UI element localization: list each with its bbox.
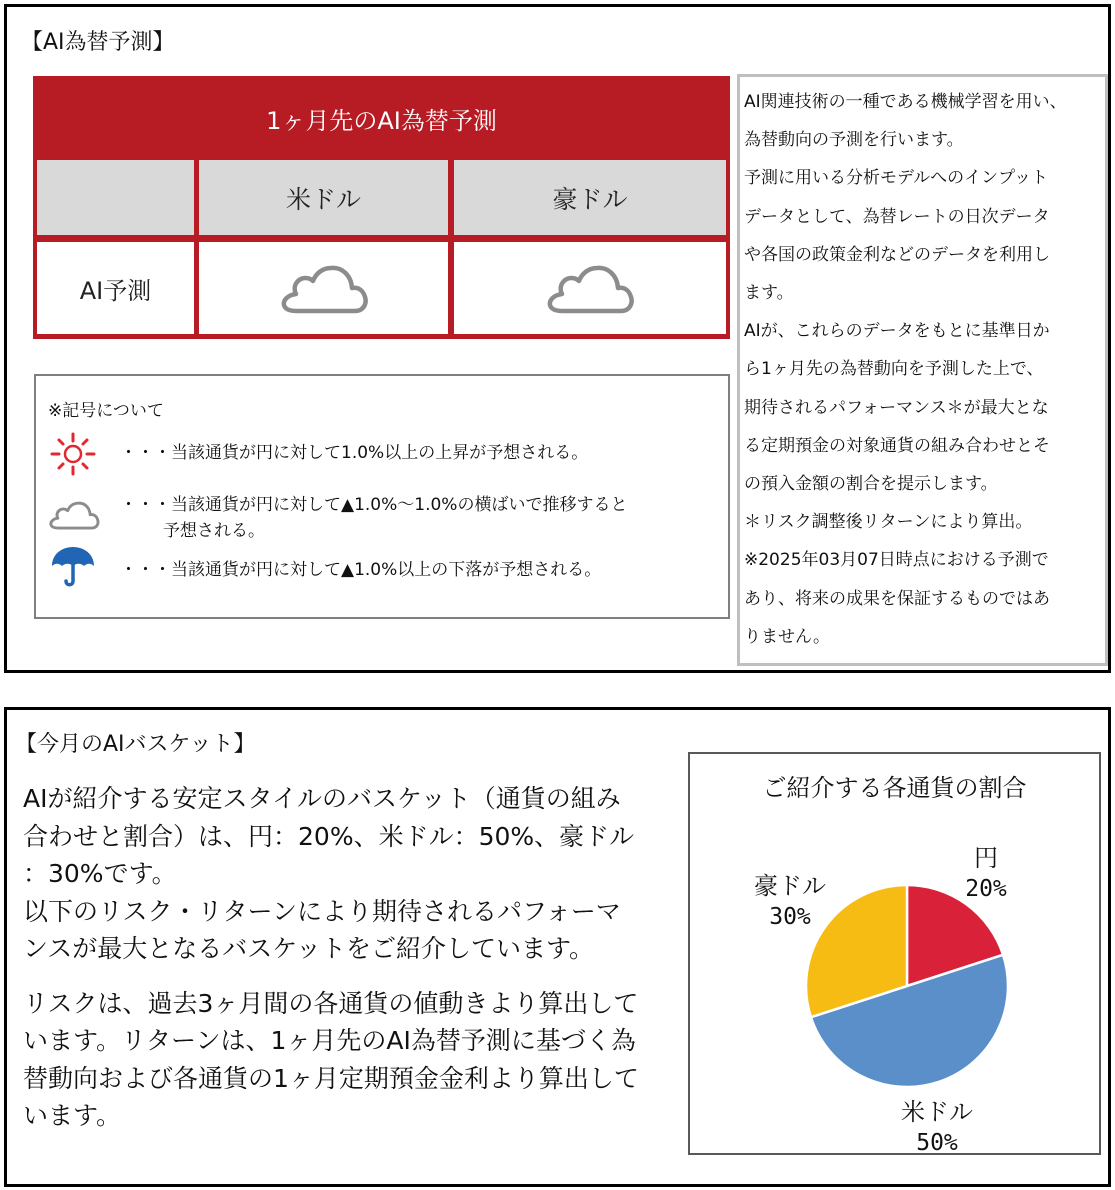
forecast-description-box	[737, 74, 1108, 666]
chart-title: ご紹介する各通貨の割合	[762, 774, 1027, 802]
description-line: AIが、これらのデータをもとに基準日か	[744, 321, 1050, 342]
description-line: ※2025年03月07日時点における予測で	[744, 550, 1049, 571]
basket-text-line: AIが紹介する安定スタイルのバスケット（通貨の組み	[23, 784, 621, 813]
legend-title: ※記号について	[48, 401, 164, 421]
sun-icon	[48, 432, 98, 481]
basket-text-line: リスクは、過去3ヶ月間の各通貨の値動きより算出して	[23, 988, 639, 1018]
prediction-cell-aud	[454, 242, 726, 334]
forecast-description-text	[744, 83, 1104, 656]
forecast-table	[33, 76, 730, 339]
basket-paragraph-1	[23, 780, 688, 968]
basket-text-line: 以下のリスク・リターンにより期待されるパフォーマ	[23, 896, 621, 926]
description-line: の預入金額の割合を提示します。	[744, 474, 998, 495]
pie-chart-box	[688, 752, 1101, 1155]
description-line: ＊リスク調整後リターンにより算出。	[744, 512, 1033, 533]
legend-text-flat-line2: 予想される。	[163, 521, 265, 541]
basket-text-line: います。	[23, 1101, 122, 1130]
basket-text-line: 替動向および各通貨の1ヶ月定期預金金利より算出して	[23, 1063, 639, 1093]
basket-paragraph-2	[23, 985, 688, 1135]
basket-description	[23, 780, 688, 1135]
currency-header-usd: 米ドル	[199, 160, 448, 235]
cloud-icon	[279, 255, 369, 321]
description-line: 予測に用いる分析モデルへのインプット	[744, 168, 1048, 189]
description-line: データとして、為替レートの日次データ	[744, 206, 1050, 227]
description-line: あり、将来の成果を保証するものではあ	[744, 588, 1050, 609]
description-line: AI関連技術の一種である機械学習を用い、	[744, 92, 1067, 112]
slice-value-label: 20%	[965, 876, 1007, 902]
basket-section-title: 【今月のAIバスケット】	[15, 732, 256, 757]
description-line: 期待されるパフォーマンス＊が最大とな	[744, 397, 1049, 418]
description-line: ら1ヶ月先の為替動向を予測した上で、	[744, 359, 1044, 380]
legend-text-down: ・・・当該通貨が円に対して▲1.0%以上の下落が予想される。	[120, 560, 602, 580]
currency-header-aud: 豪ドル	[454, 160, 726, 235]
symbol-legend	[34, 374, 730, 619]
description-line: や各国の政策金利などのデータを利用し	[744, 244, 1050, 265]
basket-text-line: ンスが最大となるバスケットをご紹介しています。	[23, 934, 595, 963]
legend-text-flat-line1: ・・・当該通貨が円に対して▲1.0%～1.0%の横ばいで推移すると	[120, 495, 628, 515]
umbrella-icon	[48, 544, 98, 595]
basket-text-line: 合わせと割合）は、円：20%、米ドル：50%、豪ドル	[23, 821, 635, 851]
cloud-icon	[48, 494, 100, 537]
forecast-section-title: 【AI為替予測】	[21, 30, 175, 55]
basket-text-line: います。リターンは、1ヶ月先のAI為替予測に基づく為	[23, 1026, 636, 1055]
cloud-icon	[545, 255, 635, 321]
forecast-table-header: 1ヶ月先のAI為替予測	[266, 106, 497, 135]
prediction-cell-usd	[199, 242, 448, 334]
table-corner-cell	[37, 160, 194, 235]
ai-basket-panel	[4, 707, 1111, 1187]
description-line: る定期預金の対象通貨の組み合わせとそ	[744, 435, 1050, 456]
legend-text-flat	[120, 492, 720, 544]
slice-label: 米ドル	[901, 1098, 973, 1126]
slice-label: 豪ドル	[754, 872, 826, 900]
basket-text-line: ：30%です。	[23, 859, 177, 888]
pie-chart	[690, 754, 1099, 1153]
slice-label: 円	[974, 844, 998, 872]
slice-value-label: 50%	[916, 1130, 958, 1153]
slice-value-label: 30%	[769, 904, 811, 930]
description-line: ます。	[744, 283, 794, 304]
ai-prediction-row-label: AI予測	[37, 242, 194, 334]
description-line: 為替動向の予測を行います。	[744, 130, 964, 151]
description-line: りません。	[744, 626, 831, 647]
legend-text-up: ・・・当該通貨が円に対して1.0%以上の上昇が予想される。	[120, 443, 589, 463]
ai-forecast-panel	[4, 4, 1111, 673]
